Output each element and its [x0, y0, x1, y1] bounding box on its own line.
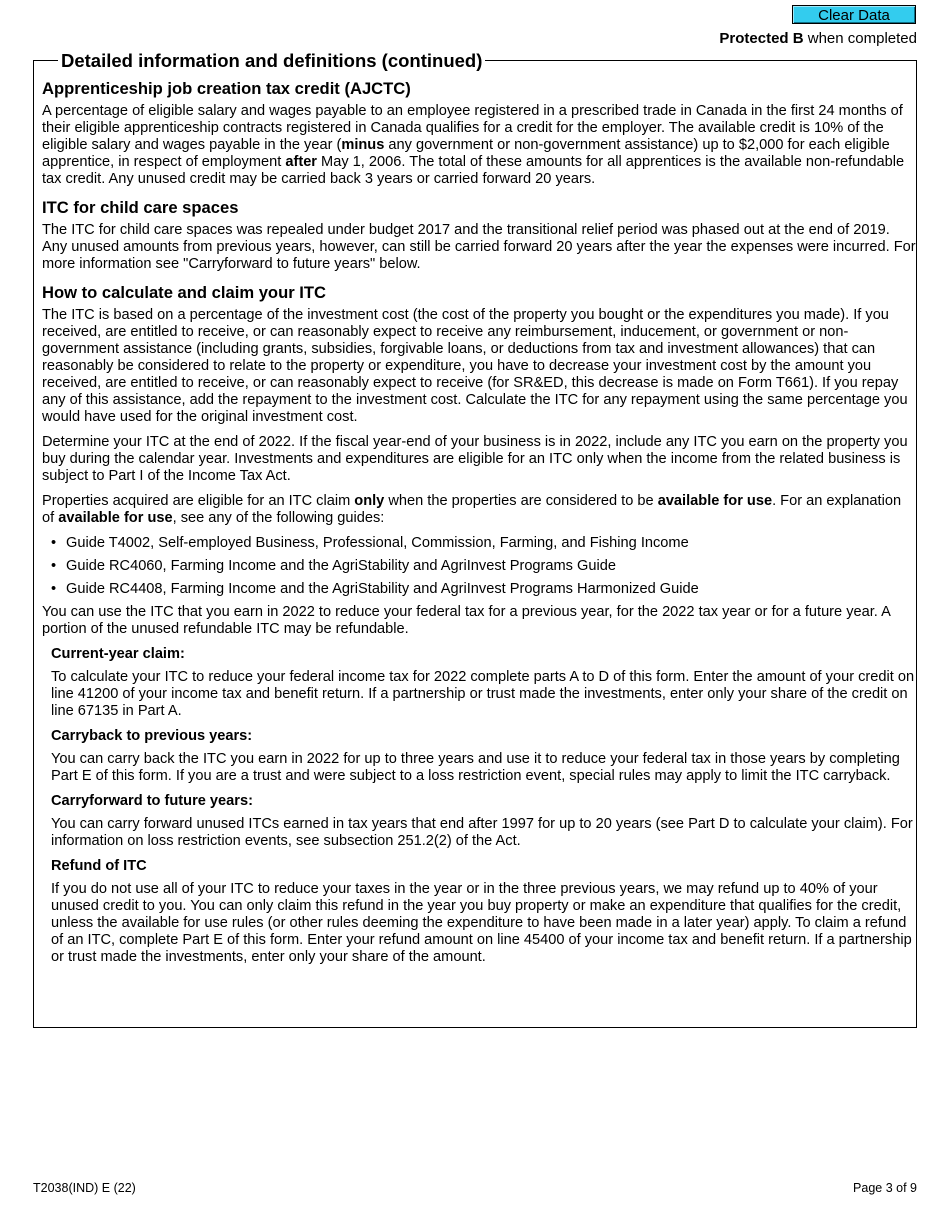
bullet-icon: •	[51, 558, 57, 574]
calc-paragraph-2: Determine your ITC at the end of 2022. If the fiscal year-end of your business is in 2022, include any ITC you earn on the property you buy during the calendar year. Investments and expenditures are eligible for an ITC only when the income from the related business is subject to Part I of the Income Tax Act.	[42, 434, 908, 484]
guide-text: Guide RC4408, Farming Income and the AgriStability and AgriInvest Programs Harmonized Guide	[66, 581, 699, 597]
list-item	[42, 535, 916, 552]
calc-p3-bold-only: only	[354, 493, 385, 509]
ajctc-heading: Apprenticeship job creation tax credit (AJCTC)	[42, 79, 411, 98]
calc-p3-text-e: , see any of the following guides:	[172, 510, 385, 526]
calc-paragraph-4: You can use the ITC that you earn in 2022 to reduce your federal tax for a previous year, for the 2022 tax year or for a future year. A portion of the unused refundable ITC may be refundable.	[42, 604, 891, 637]
ajctc-bold-after: after	[285, 154, 317, 170]
guides-list	[42, 535, 916, 598]
refund-text: If you do not use all of your ITC to reduce your taxes in the year or in the three previous years, we may refund up to 40% of your unused credit to you. You can only claim this refund in the year you buy property or make an expenditure that qualifies for the credit, unless the available for use rules (or other rules deeming the expenditure to have been made in a later year) apply. To claim a refund of an ITC, complete Part E of this form. Enter your refund amount on line 45400 of your income tax and benefit return. If a partnership or trust made the investments, enter only your share of the amount.	[51, 881, 912, 965]
refund-heading: Refund of ITC	[51, 858, 147, 874]
current-year-section	[42, 646, 916, 720]
clear-data-button[interactable]: Clear Data	[792, 5, 916, 24]
list-item	[42, 558, 916, 575]
section-content	[42, 79, 916, 974]
bullet-icon: •	[51, 581, 57, 597]
protected-b-suffix: when completed	[803, 30, 917, 47]
carryforward-heading: Carryforward to future years:	[51, 793, 253, 809]
calc-paragraph-1: The ITC is based on a percentage of the investment cost (the cost of the property you bought or the expenditures you made). If you received, are entitled to receive, or can reasonably expect to receive any reimbursement, inducement, or government or non-government assistance (including grants, subsidies, forgivable loans, or deductions from tax and investment allowances) that can reasonably be considered to relate to the property or expenditure, you have to decrease your investment cost by the amount you received, are entitled to receive, or can reasonably expect to receive (for SR&ED, this decrease is made on Form T661). If you repay any of this assistance, add the repayment to the investment cost. Calculate the ITC for any repayment using the same percentage you would have used for the original investment cost.	[42, 307, 908, 425]
ajctc-text-3: May 1, 2006. The total of these amounts for all apprentices is the available non-refundable tax credit. Any unused credit may be carried back 3 years or carried forward 20 years.	[42, 154, 905, 187]
current-year-text: To calculate your ITC to reduce your federal income tax for 2022 complete parts A to D of this form. Enter the amount of your credit on line 41200 of your income tax and benefit return. If a partnership or trust made the investments, enter only your share of the credit on line 67135 in Part A.	[51, 669, 915, 719]
bullet-icon: •	[51, 535, 57, 551]
list-item	[42, 581, 916, 598]
protected-b-label	[719, 30, 917, 47]
ajctc-bold-minus: minus	[341, 137, 385, 153]
form-identifier: T2038(IND) E (22)	[33, 1181, 136, 1195]
carryback-text: You can carry back the ITC you earn in 2022 for up to three years and use it to reduce your federal tax in those years by completing Part E of this form. If you are a trust and were subject to a loss restriction event, special rules may apply to limit the ITC carryback.	[51, 751, 900, 784]
ajctc-text-1: A percentage of eligible salary and wages payable to an employee registered in a prescribed trade in Canada in the first 24 months of their eligible apprenticeship contracts registered in Canada qualifies for a credit for the employer. The available credit is 10% of the eligible salary and wages payable in the year (	[42, 103, 903, 153]
childcare-heading: ITC for child care spaces	[42, 198, 239, 217]
carryback-heading: Carryback to previous years:	[51, 728, 253, 744]
guide-text: Guide RC4060, Farming Income and the AgriStability and AgriInvest Programs Guide	[66, 558, 616, 574]
carryforward-section	[42, 793, 916, 850]
childcare-paragraph: The ITC for child care spaces was repealed under budget 2017 and the transitional relief period was phased out at the end of 2019. Any unused amounts from previous years, however, can still be carried forward 20 years after the year the expenses were incurred. For more information see "Carryforward to future years" below.	[42, 222, 916, 272]
ajctc-paragraph	[42, 103, 916, 188]
calc-p3-bold-available-2: available for use	[58, 510, 173, 526]
calc-heading: How to calculate and claim your ITC	[42, 283, 326, 302]
calc-p3-bold-available-1: available for use	[657, 493, 773, 509]
section-title: Detailed information and definitions (continued)	[58, 49, 485, 73]
current-year-heading: Current-year claim:	[51, 646, 185, 662]
protected-b-bold: Protected B	[719, 30, 804, 47]
guide-text: Guide T4002, Self-employed Business, Professional, Commission, Farming, and Fishing Income	[66, 535, 689, 551]
calc-p3-text-c: when the properties are considered to be	[384, 493, 658, 509]
carryforward-text: You can carry forward unused ITCs earned in tax years that end after 1997 for up to 20 years (see Part D to calculate your claim). For information on loss restriction events, see subsection 251.2(2) of the Act.	[51, 816, 913, 849]
calc-paragraph-3	[42, 493, 916, 527]
calc-p3-text-d: . For an explanation of	[42, 493, 902, 526]
ajctc-text-2: any government or non-government assistance) up to $2,000 for each eligible apprentice, in respect of employment	[42, 137, 890, 170]
calc-p3-text-a: Properties acquired are eligible for an ITC claim	[42, 493, 355, 509]
refund-section	[42, 858, 916, 966]
page-number: Page 3 of 9	[853, 1181, 917, 1195]
carryback-section	[42, 728, 916, 785]
